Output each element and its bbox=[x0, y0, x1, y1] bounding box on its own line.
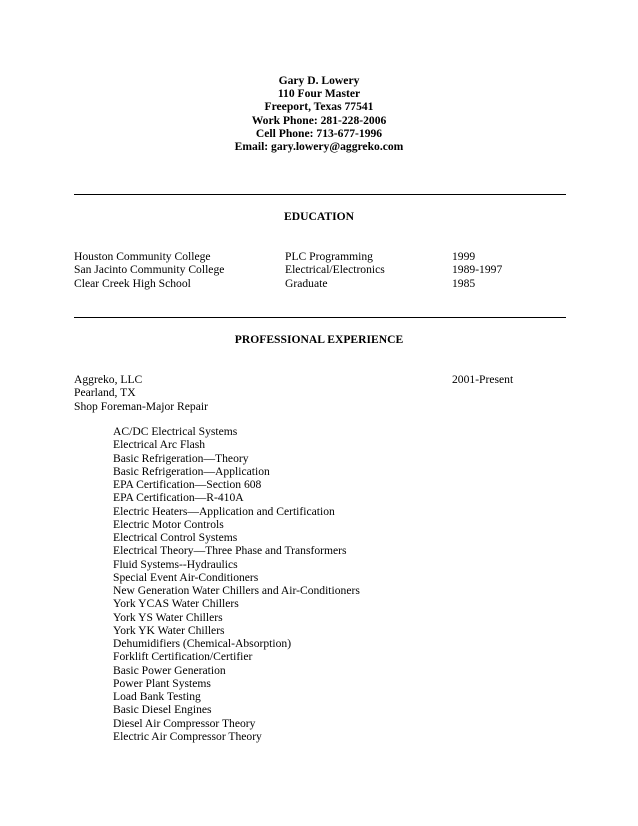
skill-item: Fluid Systems--Hydraulics bbox=[113, 557, 238, 571]
program-name: Electrical/Electronics bbox=[285, 263, 385, 277]
skill-item: York YCAS Water Chillers bbox=[113, 597, 239, 611]
skill-item: Electric Air Compressor Theory bbox=[113, 729, 262, 743]
years-attended: 1985 bbox=[452, 276, 476, 290]
education-row bbox=[74, 277, 566, 290]
school-name: San Jacinto Community College bbox=[74, 263, 225, 277]
skill-item: Basic Refrigeration—Application bbox=[113, 464, 270, 478]
skill-item: York YS Water Chillers bbox=[113, 610, 223, 624]
education-row bbox=[74, 250, 566, 263]
email-address: Email: gary.lowery@aggreko.com bbox=[234, 140, 404, 154]
skill-item: Power Plant Systems bbox=[113, 676, 211, 690]
education-heading: EDUCATION bbox=[284, 210, 354, 223]
skill-item: EPA Certification—R-410A bbox=[113, 491, 244, 505]
street-address: 110 Four Master bbox=[277, 87, 361, 101]
program-name: Graduate bbox=[285, 276, 328, 290]
experience-heading: PROFESSIONAL EXPERIENCE bbox=[234, 333, 404, 346]
divider-line bbox=[74, 194, 566, 195]
education-row bbox=[74, 263, 566, 276]
job-position: Shop Foreman-Major Repair bbox=[74, 399, 208, 413]
skill-item: Special Event Air-Conditioners bbox=[113, 570, 259, 584]
candidate-name: Gary D. Lowery bbox=[278, 74, 360, 87]
divider-line bbox=[74, 317, 566, 318]
skill-item: EPA Certification—Section 608 bbox=[113, 478, 262, 491]
job-entry bbox=[74, 373, 566, 413]
contact-header bbox=[0, 74, 638, 153]
years-attended: 1989-1997 bbox=[452, 263, 503, 277]
skill-item: Dehumidifiers (Chemical-Absorption) bbox=[113, 637, 292, 650]
school-name: Houston Community College bbox=[74, 250, 211, 263]
skill-item: Load Bank Testing bbox=[113, 690, 201, 703]
skill-item: Electric Heaters—Application and Certification bbox=[113, 504, 335, 518]
job-location: Pearland, TX bbox=[74, 386, 136, 400]
skill-item: Electrical Control Systems bbox=[113, 531, 238, 544]
employment-dates: 2001-Present bbox=[452, 373, 514, 386]
program-name: PLC Programming bbox=[285, 250, 373, 263]
skill-item: Forklift Certification/Certifier bbox=[113, 650, 253, 664]
skill-item: Electrical Theory—Three Phase and Transformers bbox=[113, 544, 347, 558]
skills-list bbox=[113, 425, 360, 743]
cell-phone: Cell Phone: 713-677-1996 bbox=[255, 126, 383, 140]
skill-item: Basic Power Generation bbox=[113, 663, 226, 677]
skill-item: York YK Water Chillers bbox=[113, 623, 225, 637]
skill-item: Electrical Arc Flash bbox=[113, 438, 206, 452]
company-name: Aggreko, LLC bbox=[74, 373, 143, 386]
education-table bbox=[74, 250, 566, 290]
work-phone: Work Phone: 281-228-2006 bbox=[251, 113, 387, 127]
skill-item: Basic Refrigeration—Theory bbox=[113, 451, 249, 465]
skill-item: Basic Diesel Engines bbox=[113, 703, 212, 717]
years-attended: 1999 bbox=[452, 250, 476, 263]
job-company-line bbox=[74, 373, 566, 386]
skill-item: AC/DC Electrical Systems bbox=[113, 425, 238, 438]
skill-item: New Generation Water Chillers and Air-Conditioners bbox=[113, 584, 360, 597]
skill-item: Electric Motor Controls bbox=[113, 517, 224, 531]
city-state-zip: Freeport, Texas 77541 bbox=[264, 100, 374, 114]
school-name: Clear Creek High School bbox=[74, 276, 191, 290]
skill-item: Diesel Air Compressor Theory bbox=[113, 716, 256, 730]
